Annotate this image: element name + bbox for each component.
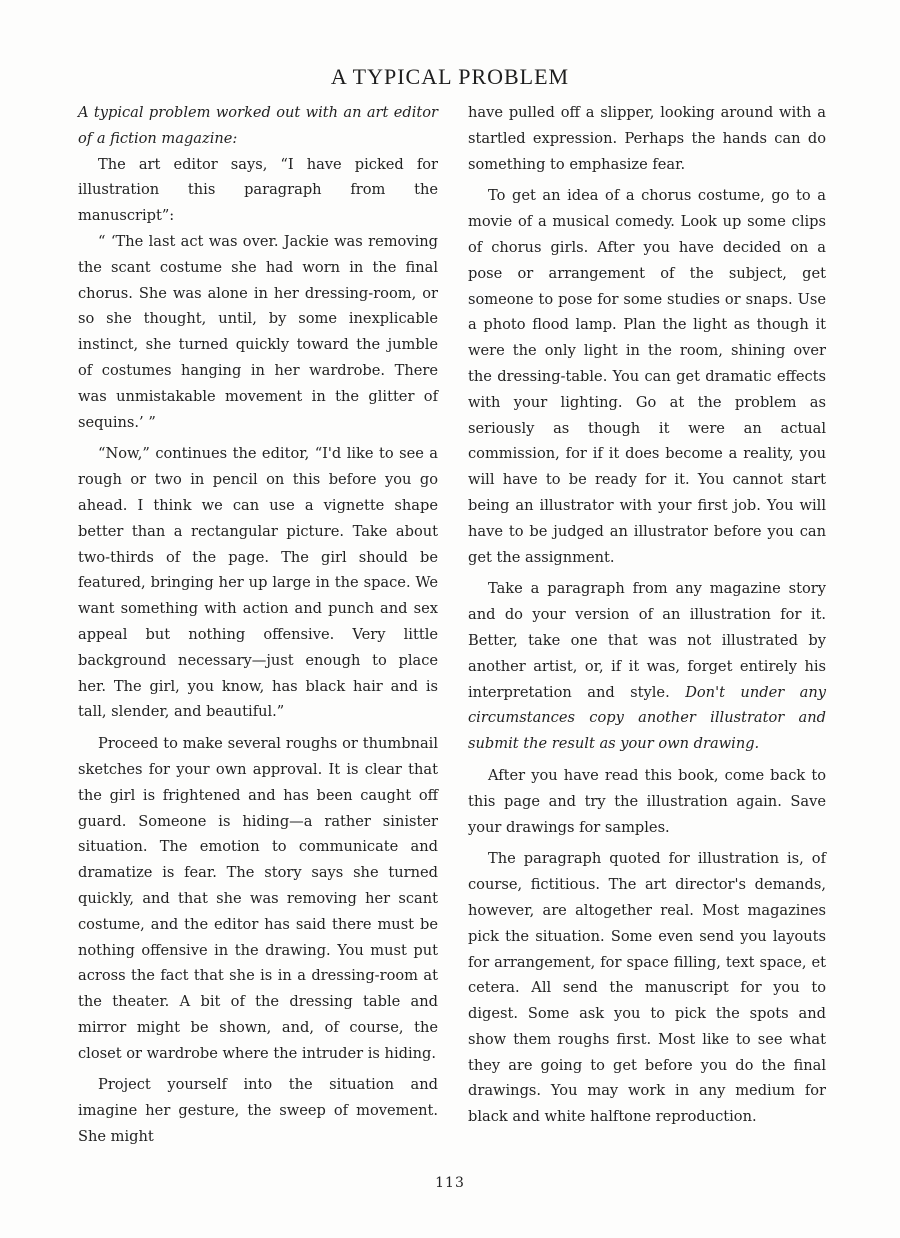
editor-quote-paragraph: The art editor says, “I have picked for illustration this paragraph from the manuscript”:: [78, 155, 438, 225]
project-yourself-paragraph: Project yourself into the situation and imagine her gesture, the sweep of movement. She might: [78, 1076, 438, 1146]
editor-instructions-paragraph: “Now,” continues the editor, “I'd like to see a rough or two in pencil on this before you go ahead. I think we can use a vignette shape better than a rectangular picture. Take about two-thirds of the page. The girl should be featured, bringing her up large in the space. We want something with action and punch and sex appeal but nothing offensive. Very little background necessary—just enough to place her. The girl, you know, has black hair and is tall, slender, and beautiful.”: [78, 445, 438, 721]
come-back-paragraph: After you have read this book, come back to this page and try the illustration again. Save your drawings for samples.: [468, 766, 826, 836]
magazine-story-paragraph: [468, 576, 826, 757]
roughs-paragraph: Proceed to make several roughs or thumbnail sketches for your own approval. It is clear that the girl is frightened and has been caught off guard. Someone is hiding—a rather sinister situation. The emotion to communicate and dramatize is fear. The story says she turned quickly, and that she was removing her scant costume, and the editor has said there must be nothing offensive in the drawing. You must put across the fact that she is in a dressing-room at the theater. A bit of the dressing table and mirror might be shown, and, of course, the closet or wardrobe where the intruder is hiding.: [78, 735, 438, 1062]
running-head-title: A TYPICAL PROBLEM: [330, 64, 570, 89]
left-text-column: [78, 100, 438, 1150]
right-text-column: [468, 100, 826, 1130]
magazine-story-text: Take a paragraph from any magazine story and do your version of an illustration for it. Better, take one that was not illustrated by another artist, or, if it was, forget entirely his interpretation and style.: [468, 580, 826, 701]
page-number: 113: [435, 1175, 465, 1191]
continued-paragraph: have pulled off a slipper, looking around with a startled expression. Perhaps the hands can do something to emphasize fear.: [468, 104, 826, 173]
manuscript-excerpt-paragraph: “ ‘The last act was over. Jackie was removing the scant costume she had worn in the final chorus. She was alone in her dressing-room, or so she thought, until, by some inexplicable instinct, she turned quickly toward the jumble of costumes hanging in her wardrobe. There was unmistakable movement in the glitter of sequins.’ ”: [78, 232, 438, 431]
chorus-costume-paragraph: To get an idea of a chorus costume, go to a movie of a musical comedy. Look up some clips of chorus girls. After you have decided on a pose or arrangement of the subject, get someone to pose for some studies or snaps. Use a photo flood lamp. Plan the light as though it were the only light in the room, shining over the dressing-table. You can get dramatic effects with your lighting. Go at the problem as seriously as though it were an actual commission, for if it does become a reality, you will have to be ready for it. You cannot start being an illustrator with your first job. You will have to be judged an illustrator before you can get the assignment.: [468, 187, 826, 566]
magazine-story-warning-italic: Don't under any circumstances copy another illustrator and submit the result as your own drawing.: [468, 683, 826, 753]
fictitious-paragraph: The paragraph quoted for illustration is, of course, fictitious. The art director's demands, however, are altogether real. Most magazines pick the situation. Some even send you layouts for arrangement, for space filling, text space, et cetera. All send the manuscript for you to digest. Some ask you to pick the spots and show them roughs first. Most like to see what they are going to get before you do the final drawings. You may work in any medium for black and white halftone reproduction.: [468, 850, 826, 1126]
intro-italic-paragraph: A typical problem worked out with an art editor of a fiction magazine:: [78, 104, 438, 147]
